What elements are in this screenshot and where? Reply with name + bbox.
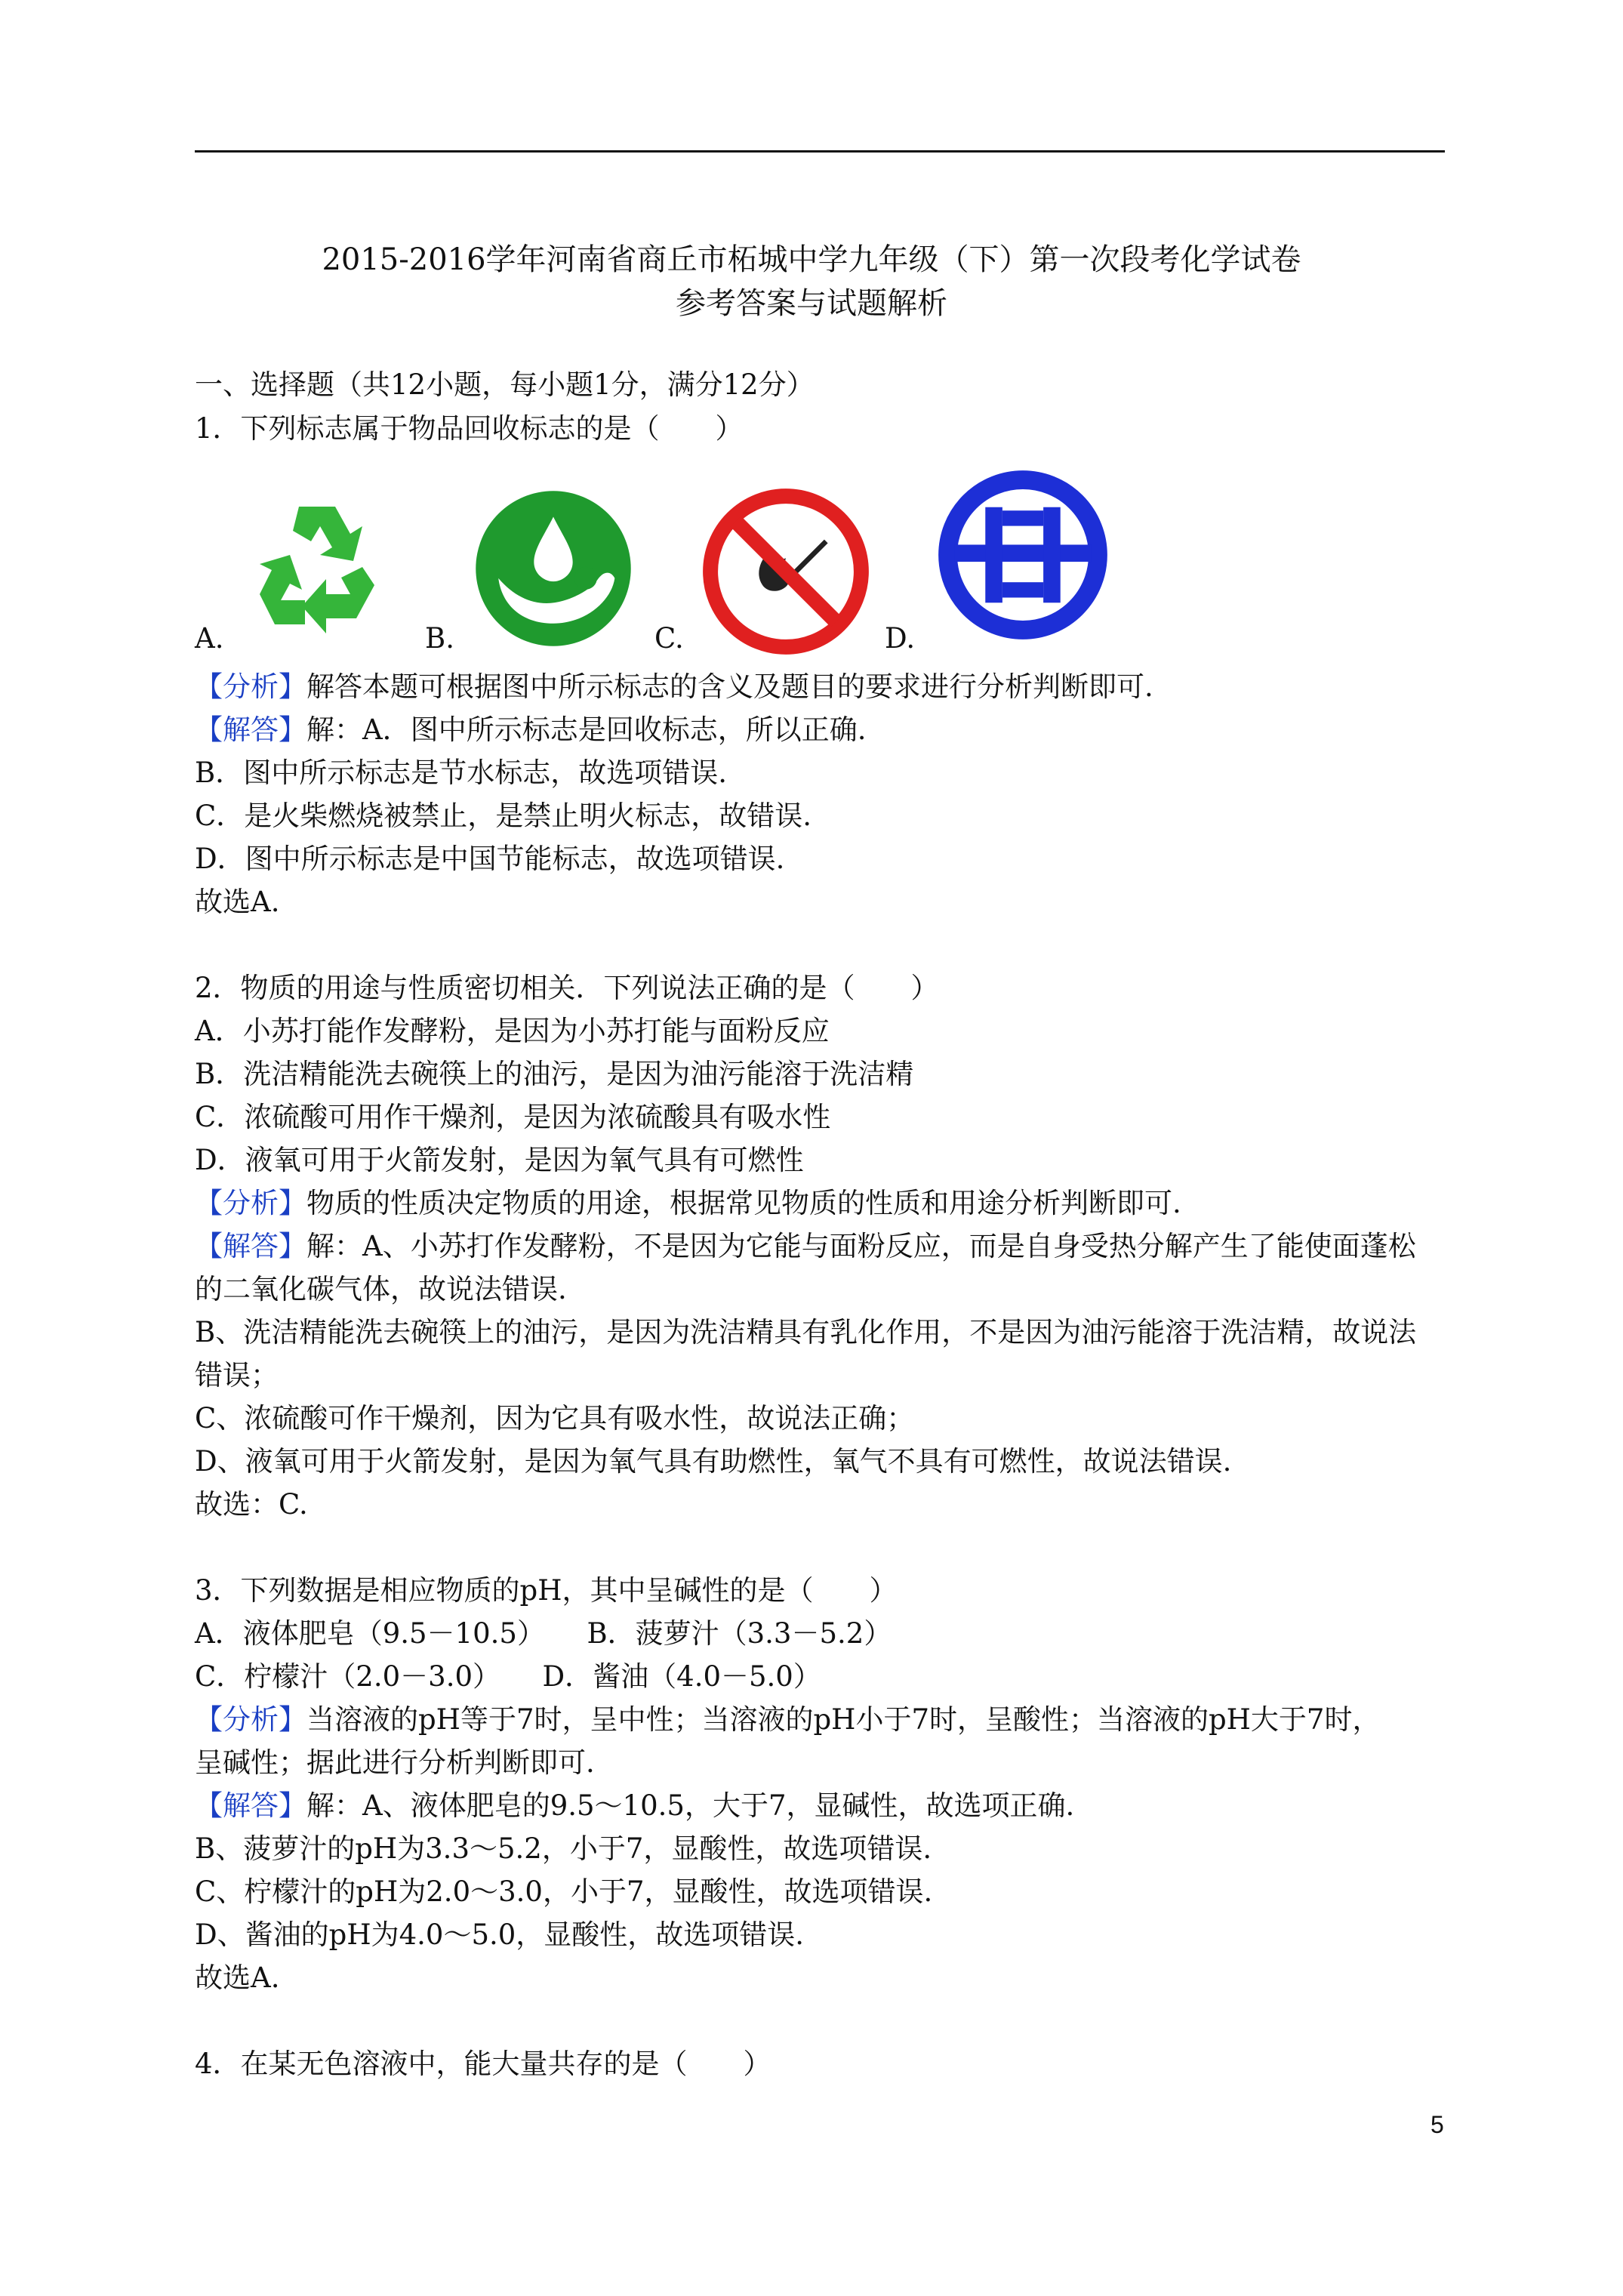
q1-option-d: D. bbox=[885, 622, 916, 655]
answer-text: 解：A、小苏打作发酵粉，不是因为它能与面粉反应，而是自身受热分解产生了能使面蓬松 bbox=[306, 1230, 1416, 1262]
q2-option-b: B．洗洁精能洗去碗筷上的油污，是因为油污能溶于洗洁精 bbox=[195, 1058, 914, 1090]
answer-tag: 【解答】 bbox=[195, 713, 306, 746]
header-rule bbox=[195, 150, 1445, 153]
q2-explanation-line: B、洗洁精能洗去碗筷上的油污，是因为洗洁精具有乳化作用，不是因为油污能溶于洗洁精，故说法 bbox=[195, 1316, 1417, 1348]
q1-option-c: C. bbox=[654, 622, 684, 655]
q3-explanation-line: C、柠檬汁的pH为2.0～3.0，小于7，显酸性，故选项错误. bbox=[195, 1875, 933, 1908]
analysis-tag: 【分析】 bbox=[195, 670, 306, 703]
q1-conclusion: 故选A. bbox=[195, 886, 280, 918]
recycle-icon bbox=[240, 495, 394, 646]
q2-analysis bbox=[195, 1184, 1181, 1223]
q2-option-d: D．液氧可用于火箭发射，是因为氧气具有可燃性 bbox=[195, 1144, 804, 1176]
analysis-text: 解答本题可根据图中所示标志的含义及题目的要求进行分析判断即可. bbox=[306, 670, 1153, 703]
q2-answer bbox=[195, 1227, 1416, 1266]
answer-text: 解：A．图中所示标志是回收标志，所以正确. bbox=[306, 713, 867, 746]
q3-explanation-line: D、酱油的pH为4.0～5.0，显酸性，故选项错误. bbox=[195, 1918, 805, 1951]
q2-explanation-line: D、液氧可用于火箭发射，是因为氧气具有助燃性，氧气不具有可燃性，故说法错误. bbox=[195, 1445, 1232, 1478]
q3-explanation-line: B、菠萝汁的pH为3.3～5.2，小于7，显酸性，故选项错误. bbox=[195, 1832, 932, 1865]
q3-conclusion: 故选A. bbox=[195, 1962, 280, 1994]
q3-analysis bbox=[195, 1700, 1380, 1740]
q2-option-c: C．浓硫酸可用作干燥剂，是因为浓硫酸具有吸水性 bbox=[195, 1101, 831, 1133]
answer-text: 解：A、液体肥皂的9.5～10.5，大于7，显碱性，故选项正确. bbox=[306, 1789, 1075, 1822]
answer-tag: 【解答】 bbox=[195, 1789, 306, 1822]
no-open-flame-icon bbox=[702, 488, 870, 655]
q3-analysis-continued: 呈碱性；据此进行分析判断即可. bbox=[195, 1746, 595, 1779]
q3-options-row-2: C．柠檬汁（2.0－3.0） D．酱油（4.0－5.0） bbox=[195, 1660, 821, 1693]
energy-saving-icon bbox=[938, 470, 1108, 640]
q1-option-a: A. bbox=[195, 622, 224, 655]
q1-stem: 1．下列标志属于物品回收标志的是（ ） bbox=[195, 412, 744, 445]
q1-explanation-line: B．图中所示标志是节水标志，故选项错误. bbox=[195, 757, 727, 789]
q3-options-row-1: A．液体肥皂（9.5－10.5） B．菠萝汁（3.3－5.2） bbox=[195, 1617, 892, 1650]
q2-stem: 2．物质的用途与性质密切相关．下列说法正确的是（ ） bbox=[195, 972, 939, 1004]
q2-explanation-line: 错误； bbox=[195, 1359, 279, 1391]
analysis-text: 当溶液的pH等于7时，呈中性；当溶液的pH小于7时，呈酸性；当溶液的pH大于7时， bbox=[306, 1703, 1381, 1736]
q1-explanation-line: C．是火柴燃烧被禁止，是禁止明火标志，故错误. bbox=[195, 800, 812, 832]
q1-explanation-line: D．图中所示标志是中国节能标志，故选项错误. bbox=[195, 843, 785, 875]
q1-answer bbox=[195, 710, 866, 750]
q3-stem: 3．下列数据是相应物质的pH，其中呈碱性的是（ ） bbox=[195, 1574, 898, 1607]
section-heading: 一、选择题（共12小题，每小题1分，满分12分） bbox=[195, 368, 815, 401]
q2-explanation-line: C、浓硫酸可作干燥剂，因为它具有吸水性，故说法正确； bbox=[195, 1402, 915, 1435]
analysis-tag: 【分析】 bbox=[195, 1703, 306, 1736]
q2-explanation-line: 的二氧化碳气体，故说法错误. bbox=[195, 1273, 567, 1305]
water-saving-icon bbox=[473, 488, 634, 649]
answer-tag: 【解答】 bbox=[195, 1230, 306, 1262]
analysis-text: 物质的性质决定物质的用途，根据常见物质的性质和用途分析判断即可. bbox=[306, 1187, 1181, 1219]
page-number: 5 bbox=[1431, 2111, 1444, 2138]
q1-analysis bbox=[195, 667, 1153, 707]
q1-option-b: B. bbox=[425, 622, 454, 655]
page-subtitle: 参考答案与试题解析 bbox=[676, 286, 947, 321]
analysis-tag: 【分析】 bbox=[195, 1187, 306, 1219]
q3-answer bbox=[195, 1786, 1074, 1826]
q2-conclusion: 故选：C. bbox=[195, 1488, 308, 1521]
page-title: 2015-2016学年河南省商丘市柘城中学九年级（下）第一次段考化学试卷 bbox=[322, 242, 1301, 277]
q4-stem: 4．在某无色溶液中，能大量共存的是（ ） bbox=[195, 2048, 771, 2080]
q2-option-a: A．小苏打能作发酵粉，是因为小苏打能与面粉反应 bbox=[195, 1015, 830, 1047]
